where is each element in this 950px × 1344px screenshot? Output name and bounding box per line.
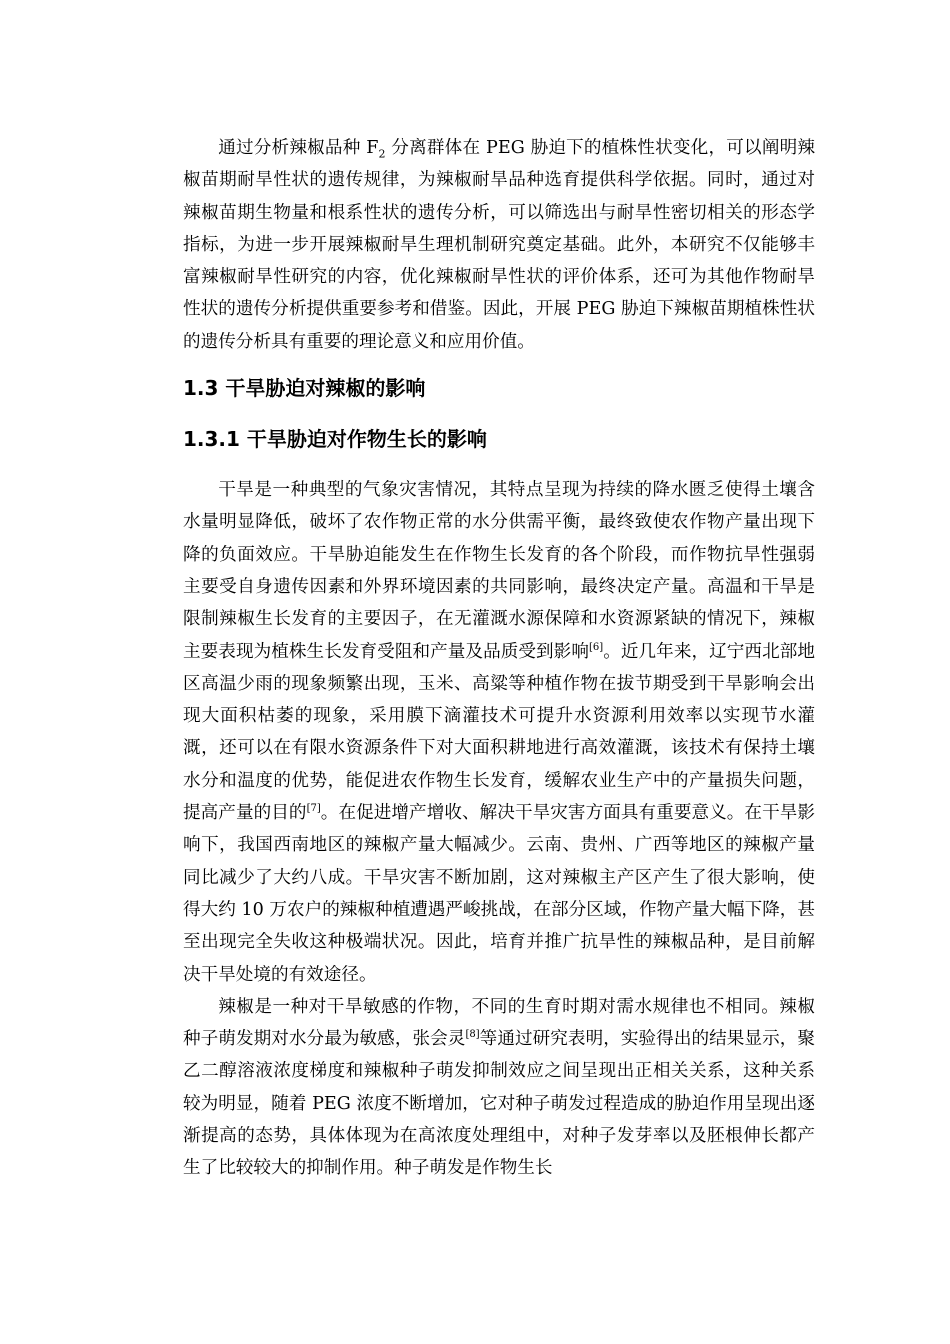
paragraph-pepper-germination [183,991,815,1185]
paragraph-drought-stress [183,474,815,991]
section-heading-1-3: 1.3 干旱胁迫对辣椒的影响 [183,376,426,401]
paragraph-significance [183,132,815,358]
paragraph-text: 通过分析辣椒品种 F [218,138,379,158]
citation-6: [6] [588,641,604,653]
paragraph-text: 干旱是一种典型的气象灾害情况，其特点呈现为持续的降水匮乏使得土壤含水量明显降低，破坏了农作物正常的水分供需平衡，最终致使农作物产量出现下降的负面效应。干旱胁迫能发生在作物生长发育的各个阶段，而作物抗旱性强弱主要受自身遗传因素和外界环境因素的共同影响，最终决定产量。高温和干旱是限制辣椒生长发育的主要因子，在无灌溉水源保障和水资源紧缺的情况下，辣椒主要表现为植株生长发育受阻和产量及品质受到影响 [183,480,815,662]
citation-7: [7] [306,803,321,815]
citation-8: [8] [465,1029,480,1041]
paragraph-text: 等通过研究表明，实验得出的结果显示，聚乙二醇溶液浓度梯度和辣椒种子萌发抑制效应之间呈现出正相关关系，这种关系较为明显，随着 PEG 浓度不断增加，它对种子萌发过程造成的胁迫作用呈现出逐渐提高的态势，具体体现为在高浓度处理组中，对种子发芽率以及胚根伸长都产生了比较较大的抑制作用。种子萌发是作物生长 [183,1029,815,1179]
paragraph-text: 分离群体在 PEG 胁迫下的植株性状变化，可以阐明辣椒苗期耐旱性状的遗传规律，为辣椒耐旱品种选育提供科学依据。同时，通过对辣椒苗期生物量和根系性状的遗传分析，可以筛选出与耐旱性密切相关的形态学指标，为进一步开展辣椒耐旱生理机制研究奠定基础。此外，本研究不仅能够丰富辣椒耐旱性研究的内容，优化辣椒耐旱性状的评价体系，还可为其他作物耐旱性状的遗传分析提供重要参考和借鉴。因此，开展 PEG 胁迫下辣椒苗期植株性状的遗传分析具有重要的理论意义和应用价值。 [183,138,816,352]
subscript-f2: 2 [378,147,386,161]
subsection-heading-1-3-1: 1.3.1 干旱胁迫对作物生长的影响 [183,427,487,452]
paragraph-text: 。近几年来，辽宁西北部地区高温少雨的现象频繁出现，玉米、高粱等种植作物在拔节期受到干旱影响会出现大面积枯萎的现象，采用膜下滴灌技术可提升水资源利用效率以实现节水灌溉，还可以在有限水资源条件下对大面积耕地进行高效灌溉，该技术有保持土壤水分和温度的优势，能促进农作物生长发育，缓解农业生产中的产量损失问题，提高产量的目的 [183,641,815,824]
page-body [183,132,815,1185]
paragraph-text: 。在促进增产增收、解决干旱灾害方面具有重要意义。在干旱影响下，我国西南地区的辣椒产量大幅减少。云南、贵州、广西等地区的辣椒产量同比减少了大约八成。干旱灾害不断加剧，这对辣椒主产区产生了很大影响，使得大约 10 万农户的辣椒种植遭遇严峻挑战，在部分区域，作物产量大幅下降，甚至出现完全失收这种极端状况。因此，培育并推广抗旱性的辣椒品种，是目前解决干旱处境的有效途径。 [183,803,815,985]
paragraph-text: 辣椒是一种对干旱敏感的作物，不同的生育时期对需水规律也不相同。辣椒种子萌发期对水分最为敏感，张会灵 [183,996,815,1050]
